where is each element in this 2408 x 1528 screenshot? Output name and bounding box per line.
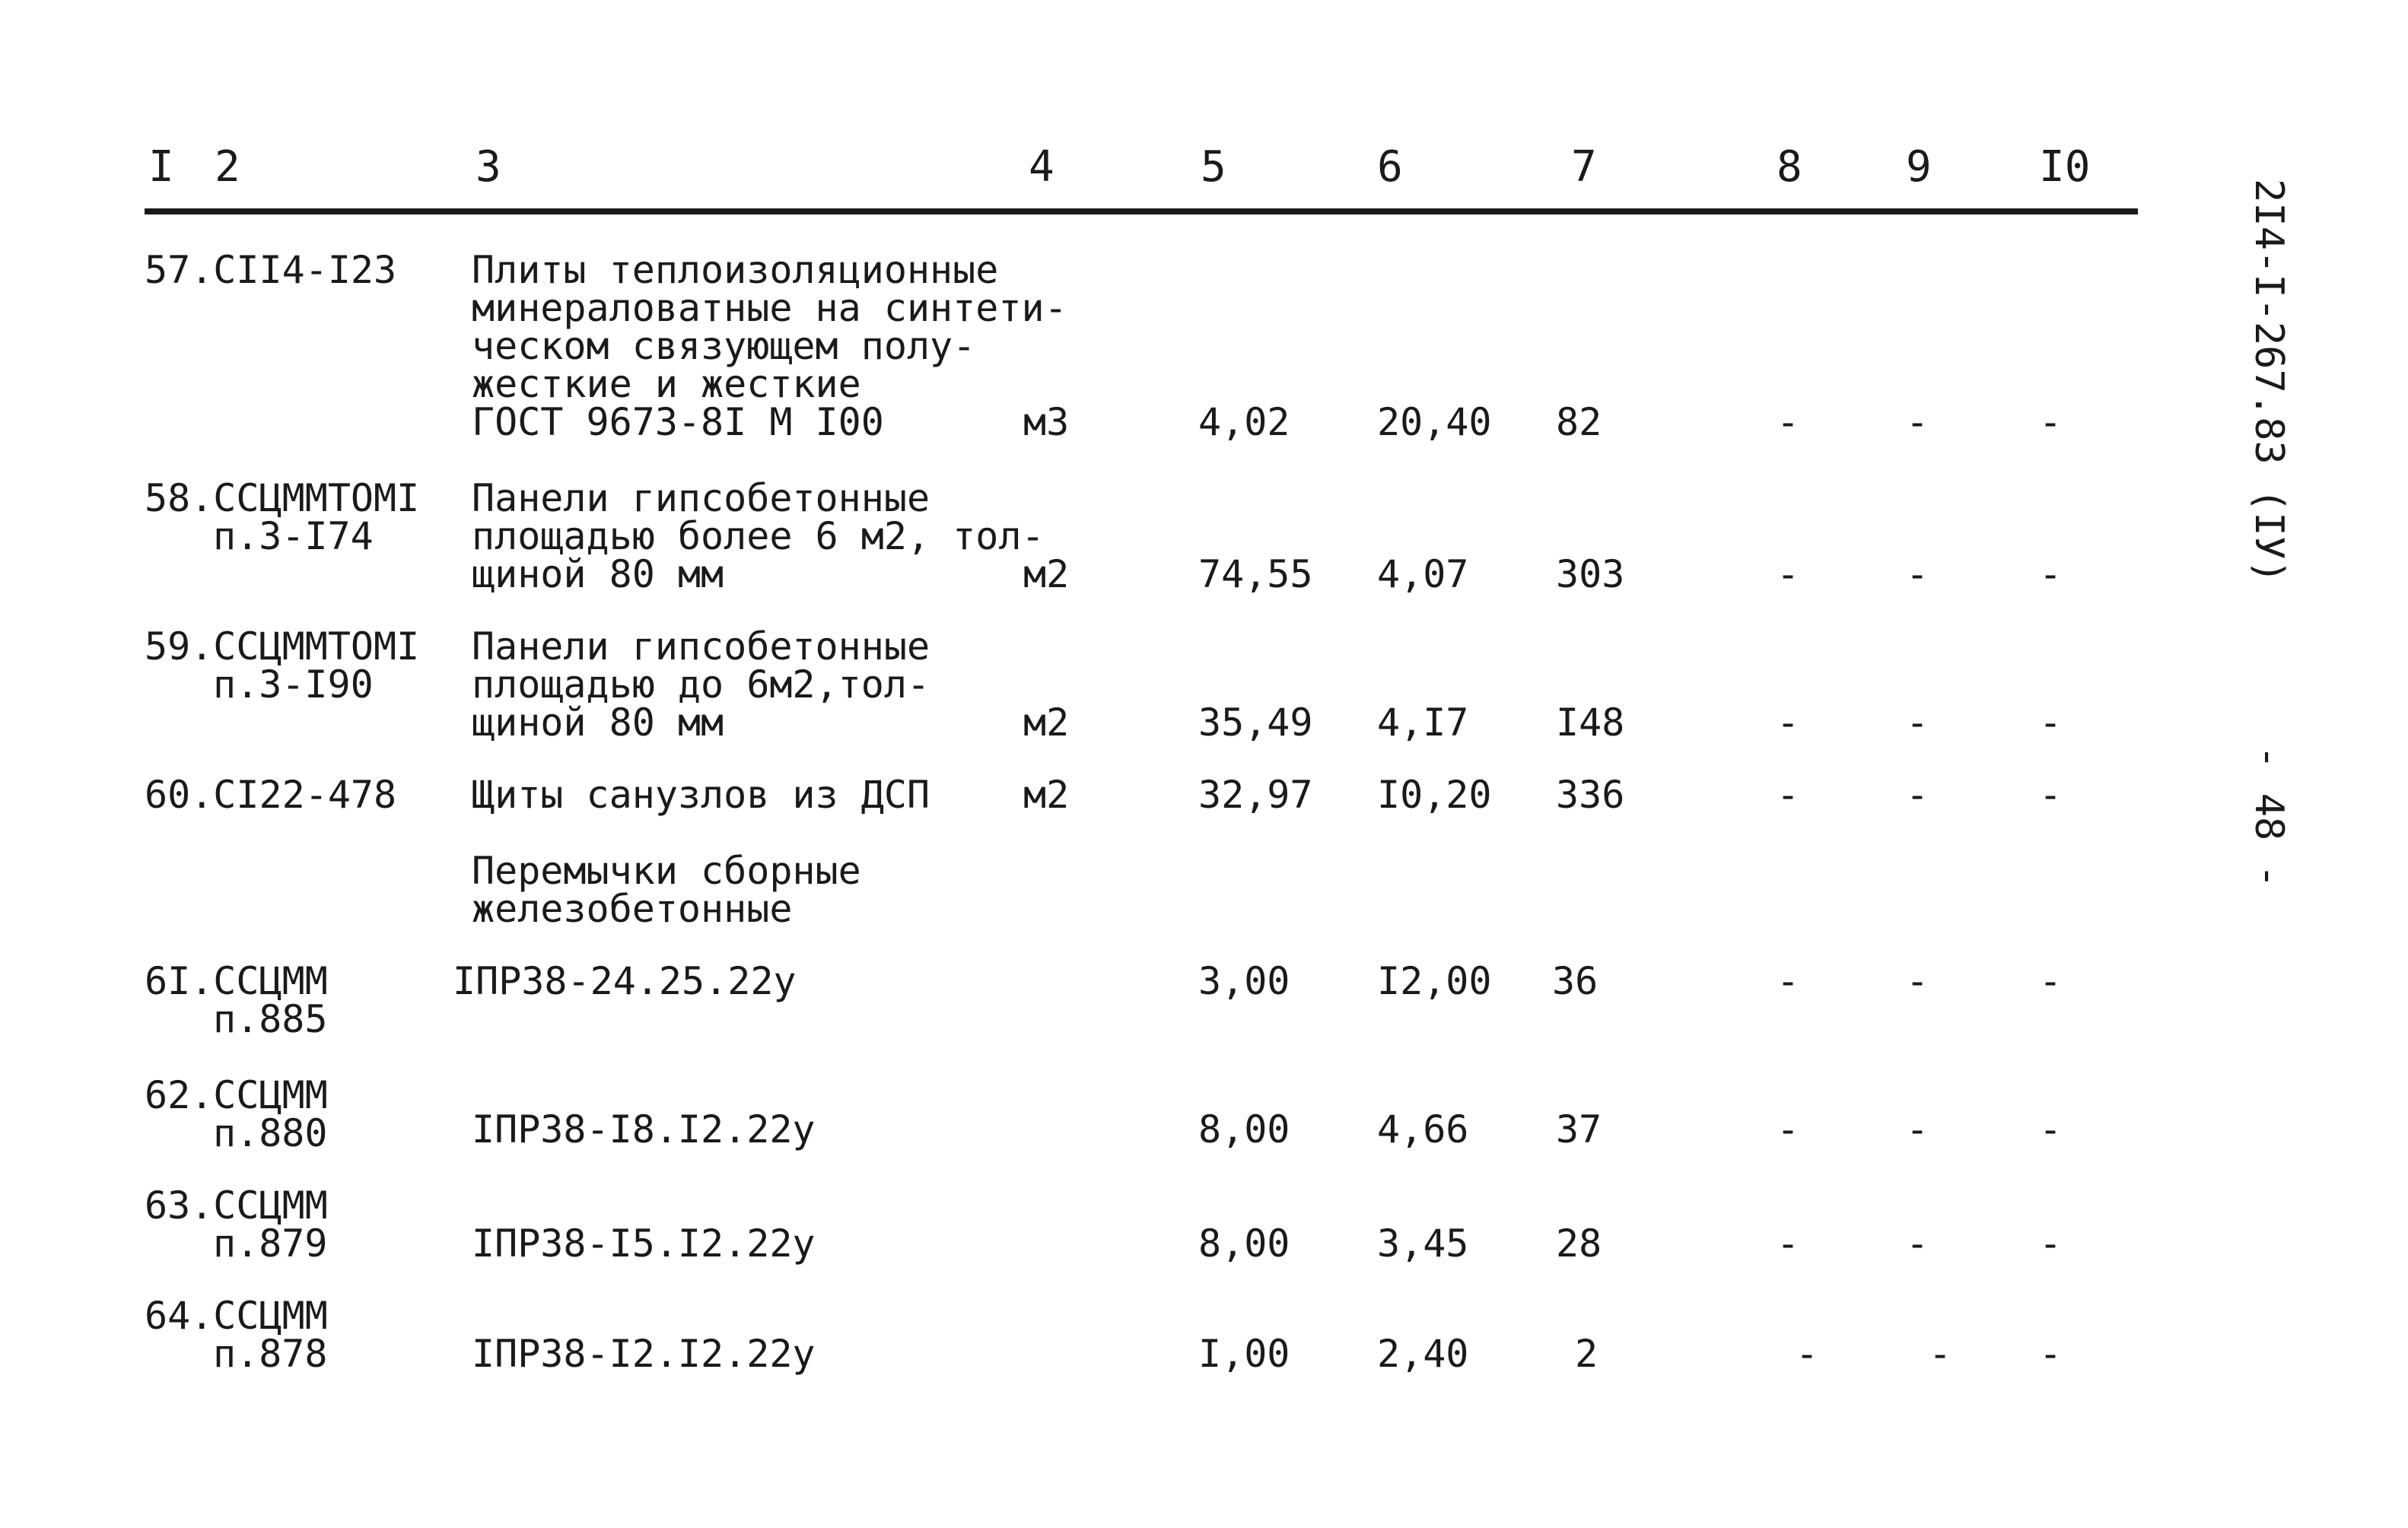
- page-number: - 48 -: [2246, 745, 2292, 888]
- row-col8: -: [1777, 400, 1800, 444]
- row-col5: 4,02: [1198, 400, 1290, 444]
- row-col8: -: [1777, 959, 1800, 1003]
- col-header-5: 5: [1201, 142, 1226, 192]
- row-col8: -: [1777, 700, 1800, 745]
- col-header-2: 2: [215, 142, 240, 192]
- row-code: 64.ССЦММ: [145, 1294, 328, 1338]
- doc-code: 2I4-I-267.83 (IУ): [2246, 179, 2292, 584]
- row-col7: I48: [1556, 700, 1625, 745]
- row-code: 58.ССЦММТОМI: [145, 476, 420, 520]
- col-header-1: I: [148, 142, 174, 192]
- row-code: 59.ССЦММТОМI: [145, 624, 420, 669]
- row-col10: -: [2039, 700, 2063, 745]
- row-col6: I0,20: [1377, 773, 1492, 817]
- row-desc-line: щиной 80 мм: [472, 552, 724, 596]
- row-desc-line: Панели гипсобетонные: [472, 476, 930, 520]
- row-col9: -: [1906, 773, 1929, 817]
- row-code-ref: п.885: [213, 997, 328, 1041]
- row-col6: 4,07: [1377, 552, 1469, 596]
- row-desc-line: IПР38-I8.I2.22у: [472, 1107, 816, 1152]
- row-desc-line: Панели гипсобетонные: [472, 624, 930, 669]
- row-col10: -: [2039, 400, 2063, 444]
- row-col6: 4,66: [1377, 1107, 1469, 1152]
- row-code-ref: п.880: [213, 1111, 328, 1155]
- row-col6: I2,00: [1377, 959, 1492, 1003]
- row-unit: м3: [1023, 400, 1070, 444]
- row-unit: м2: [1023, 773, 1070, 817]
- row-desc-line: Щиты санузлов из ДСП: [472, 773, 930, 817]
- row-col7: 37: [1556, 1107, 1602, 1152]
- row-col10: -: [2039, 1332, 2063, 1376]
- row-code: 62.ССЦММ: [145, 1073, 328, 1117]
- row-desc-line: щиной 80 мм: [472, 700, 724, 745]
- row-col6: 3,45: [1377, 1221, 1469, 1266]
- row-col8: -: [1777, 1107, 1800, 1152]
- col-header-4: 4: [1029, 142, 1054, 192]
- row-col7: 82: [1556, 400, 1602, 444]
- row-col8: -: [1777, 1221, 1800, 1266]
- row-col5: 32,97: [1198, 773, 1313, 817]
- col-header-8: 8: [1777, 142, 1802, 192]
- row-code: 57.CII4-I23: [145, 248, 397, 292]
- row-col6: 4,I7: [1377, 700, 1469, 745]
- row-col9: -: [1906, 700, 1929, 745]
- row-code: 60.CI22-478: [145, 773, 397, 817]
- section-heading-line: Перемычки сборные: [472, 849, 861, 893]
- row-col6: 2,40: [1377, 1332, 1469, 1376]
- row-col7: 303: [1556, 552, 1625, 596]
- row-col9: -: [1906, 552, 1929, 596]
- row-col5: 8,00: [1198, 1221, 1290, 1266]
- row-code: 6I.ССЦММ: [145, 959, 328, 1003]
- row-col10: -: [2039, 959, 2063, 1003]
- row-desc-line: IПР38-I2.I2.22у: [472, 1332, 816, 1376]
- col-header-10: I0: [2039, 142, 2091, 192]
- row-desc-line: IПР38-I5.I2.22у: [472, 1221, 816, 1266]
- row-unit: м2: [1023, 552, 1070, 596]
- row-col7: 336: [1556, 773, 1625, 817]
- row-col5: 8,00: [1198, 1107, 1290, 1152]
- row-col8: -: [1777, 773, 1800, 817]
- row-col5: 35,49: [1198, 700, 1313, 745]
- row-col7: 2: [1575, 1332, 1598, 1376]
- row-col8: -: [1796, 1332, 1819, 1376]
- row-col10: -: [2039, 1107, 2063, 1152]
- row-code-ref: п.878: [213, 1332, 328, 1376]
- row-col5: 74,55: [1198, 552, 1313, 596]
- row-desc-line: жесткие и жесткие: [472, 362, 861, 406]
- row-code: 63.ССЦММ: [145, 1183, 328, 1228]
- row-col6: 20,40: [1377, 400, 1492, 444]
- row-desc-line: ческом связующем полу-: [472, 324, 976, 368]
- row-col10: -: [2039, 552, 2063, 596]
- row-col9: -: [1906, 400, 1929, 444]
- row-desc-line: IПР38-24.25.22у: [453, 959, 797, 1003]
- row-col9: -: [1929, 1332, 1952, 1376]
- row-col5: I,00: [1198, 1332, 1290, 1376]
- col-header-7: 7: [1571, 142, 1597, 192]
- row-desc-line: площадью более 6 м2, тол-: [472, 514, 1045, 558]
- row-code-ref: п.879: [213, 1221, 328, 1266]
- row-desc-line: ГОСТ 9673-8I М I00: [472, 400, 884, 444]
- row-desc-line: минераловатные на синтети-: [472, 286, 1067, 330]
- section-heading-line: железобетонные: [472, 887, 793, 931]
- row-col9: -: [1906, 959, 1929, 1003]
- row-col7: 36: [1552, 959, 1598, 1003]
- row-code-ref: п.3-I74: [213, 514, 374, 558]
- col-header-9: 9: [1906, 142, 1932, 192]
- row-col5: 3,00: [1198, 959, 1290, 1003]
- col-header-3: 3: [476, 142, 501, 192]
- row-col9: -: [1906, 1221, 1929, 1266]
- row-col7: 28: [1556, 1221, 1602, 1266]
- row-col10: -: [2039, 1221, 2063, 1266]
- row-unit: м2: [1023, 700, 1070, 745]
- row-col10: -: [2039, 773, 2063, 817]
- row-code-ref: п.3-I90: [213, 662, 374, 707]
- row-desc-line: Плиты теплоизоляционные: [472, 248, 999, 292]
- header-rule: [145, 208, 2138, 214]
- row-col8: -: [1777, 552, 1800, 596]
- row-desc-line: площадью до 6м2,тол-: [472, 662, 930, 707]
- row-col9: -: [1906, 1107, 1929, 1152]
- col-header-6: 6: [1377, 142, 1403, 192]
